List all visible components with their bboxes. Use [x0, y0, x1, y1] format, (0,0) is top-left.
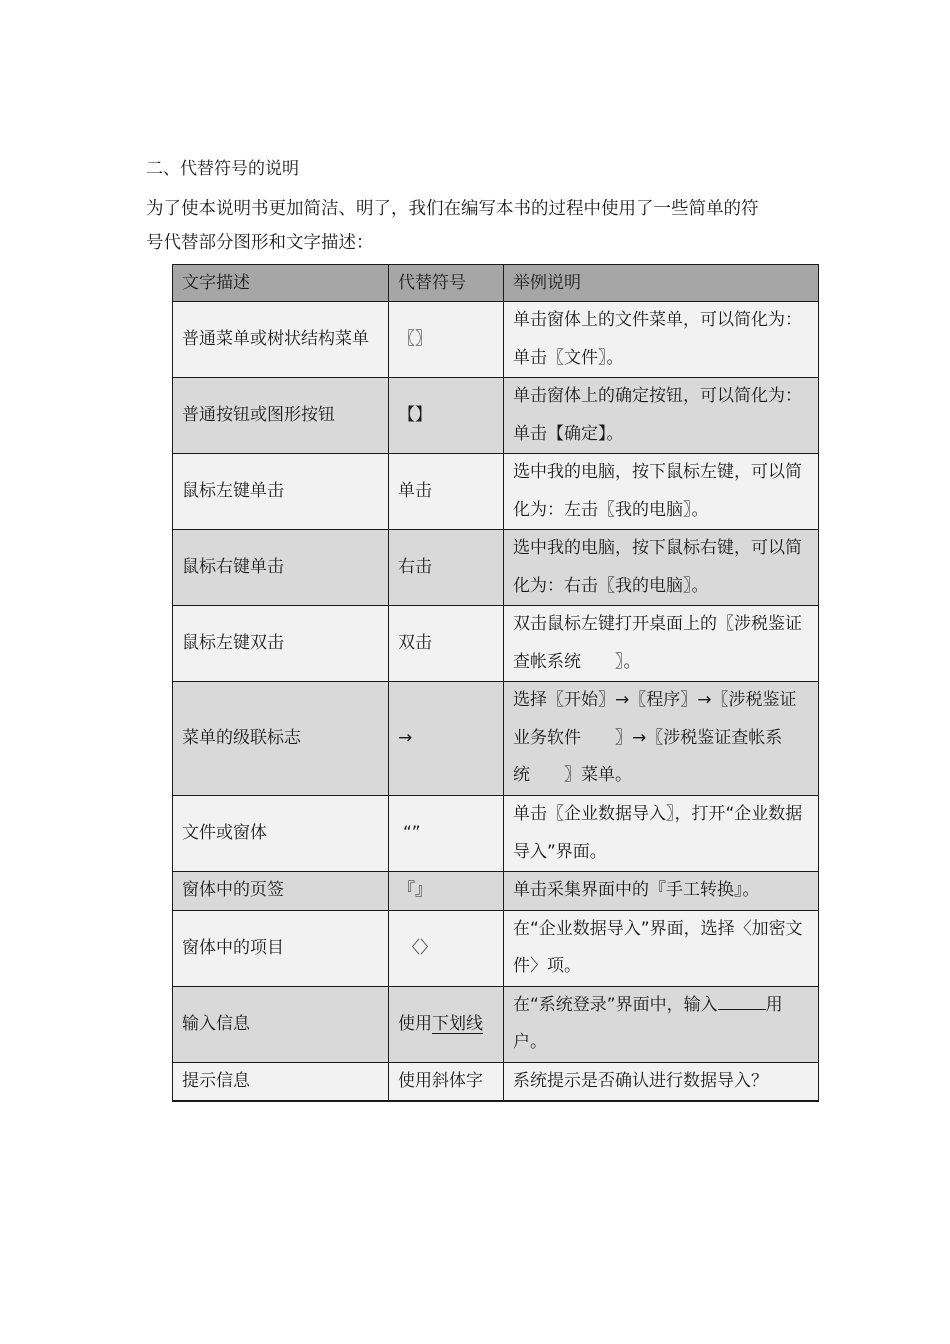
row-symbol: 右击: [389, 530, 504, 606]
row-description: 窗体中的项目: [173, 910, 389, 986]
row-symbol: 〈〉: [389, 910, 504, 986]
example-before: 在“系统登录”界面中，输入: [513, 994, 718, 1015]
row-description: 普通按钮或图形按钮: [173, 378, 389, 454]
row-example: 单击采集界面中的『手工转换』。: [504, 872, 819, 911]
table-row: [173, 606, 819, 682]
table-row: [173, 986, 819, 1062]
row-description: 鼠标左键单击: [173, 454, 389, 530]
table-header-row: [173, 265, 819, 302]
row-description: 提示信息: [173, 1062, 389, 1101]
row-example: 选中我的电脑，按下鼠标左键，可以简化为：左击〖我的电脑〗。: [504, 454, 819, 530]
row-symbol: [389, 986, 504, 1062]
symbol-table: [172, 264, 819, 1102]
table-row: [173, 872, 819, 911]
row-symbol: 单击: [389, 454, 504, 530]
row-example: 单击窗体上的确定按钮，可以简化为：单击【确定】。: [504, 378, 819, 454]
table-row: [173, 454, 819, 530]
section-heading: 二、代替符号的说明: [146, 159, 299, 179]
row-example: 选择〖开始〗→〖程序〗→〖涉税鉴证业务软件 〗→〖涉税鉴证查帐系统 〗菜单。: [504, 682, 819, 796]
row-description: 文件或窗体: [173, 796, 389, 872]
table-row: [173, 910, 819, 986]
row-description: 输入信息: [173, 986, 389, 1062]
table-row: [173, 378, 819, 454]
header-example: 举例说明: [504, 265, 819, 302]
row-description: 菜单的级联标志: [173, 682, 389, 796]
row-example: 选中我的电脑，按下鼠标右键，可以简化为：右击〖我的电脑〗。: [504, 530, 819, 606]
intro-paragraph: [146, 192, 816, 260]
row-description: 鼠标右键单击: [173, 530, 389, 606]
example-after: 用户。: [513, 994, 783, 1052]
row-example: 系统提示是否确认进行数据导入？: [504, 1062, 819, 1101]
row-symbol: “”: [389, 796, 504, 872]
table-row: [173, 1062, 819, 1101]
intro-line-2: 号代替部分图形和文字描述：: [146, 233, 374, 253]
row-symbol: →: [389, 682, 504, 796]
header-symbol: 代替符号: [389, 265, 504, 302]
row-description: 窗体中的页签: [173, 872, 389, 911]
row-symbol: 『』: [389, 872, 504, 911]
table-row: [173, 682, 819, 796]
intro-line-1: 为了使本说明书更加简洁、明了，我们在编写本书的过程中使用了一些简单的符: [146, 199, 759, 219]
row-symbol: 使用斜体字: [389, 1062, 504, 1101]
header-description: 文字描述: [173, 265, 389, 302]
table-row: [173, 302, 819, 378]
row-symbol: 【】: [389, 378, 504, 454]
row-symbol: 〖〗: [389, 302, 504, 378]
row-description: 普通菜单或树状结构菜单: [173, 302, 389, 378]
row-description: 鼠标左键双击: [173, 606, 389, 682]
row-example: 在“企业数据导入”界面，选择〈加密文件〉项。: [504, 910, 819, 986]
row-example: [504, 986, 819, 1062]
row-example: 双击鼠标左键打开桌面上的〖涉税鉴证查帐系统 〗。: [504, 606, 819, 682]
row-symbol: 双击: [389, 606, 504, 682]
symbol-underlined: 下划线: [432, 1013, 483, 1034]
table-row: [173, 796, 819, 872]
row-example: 单击〖企业数据导入〗，打开“企业数据导入”界面。: [504, 796, 819, 872]
symbol-prefix: 使用: [398, 1013, 432, 1034]
row-example: 单击窗体上的文件菜单，可以简化为：单击〖文件〗。: [504, 302, 819, 378]
input-blank-underline: [718, 991, 766, 1010]
table-row: [173, 530, 819, 606]
